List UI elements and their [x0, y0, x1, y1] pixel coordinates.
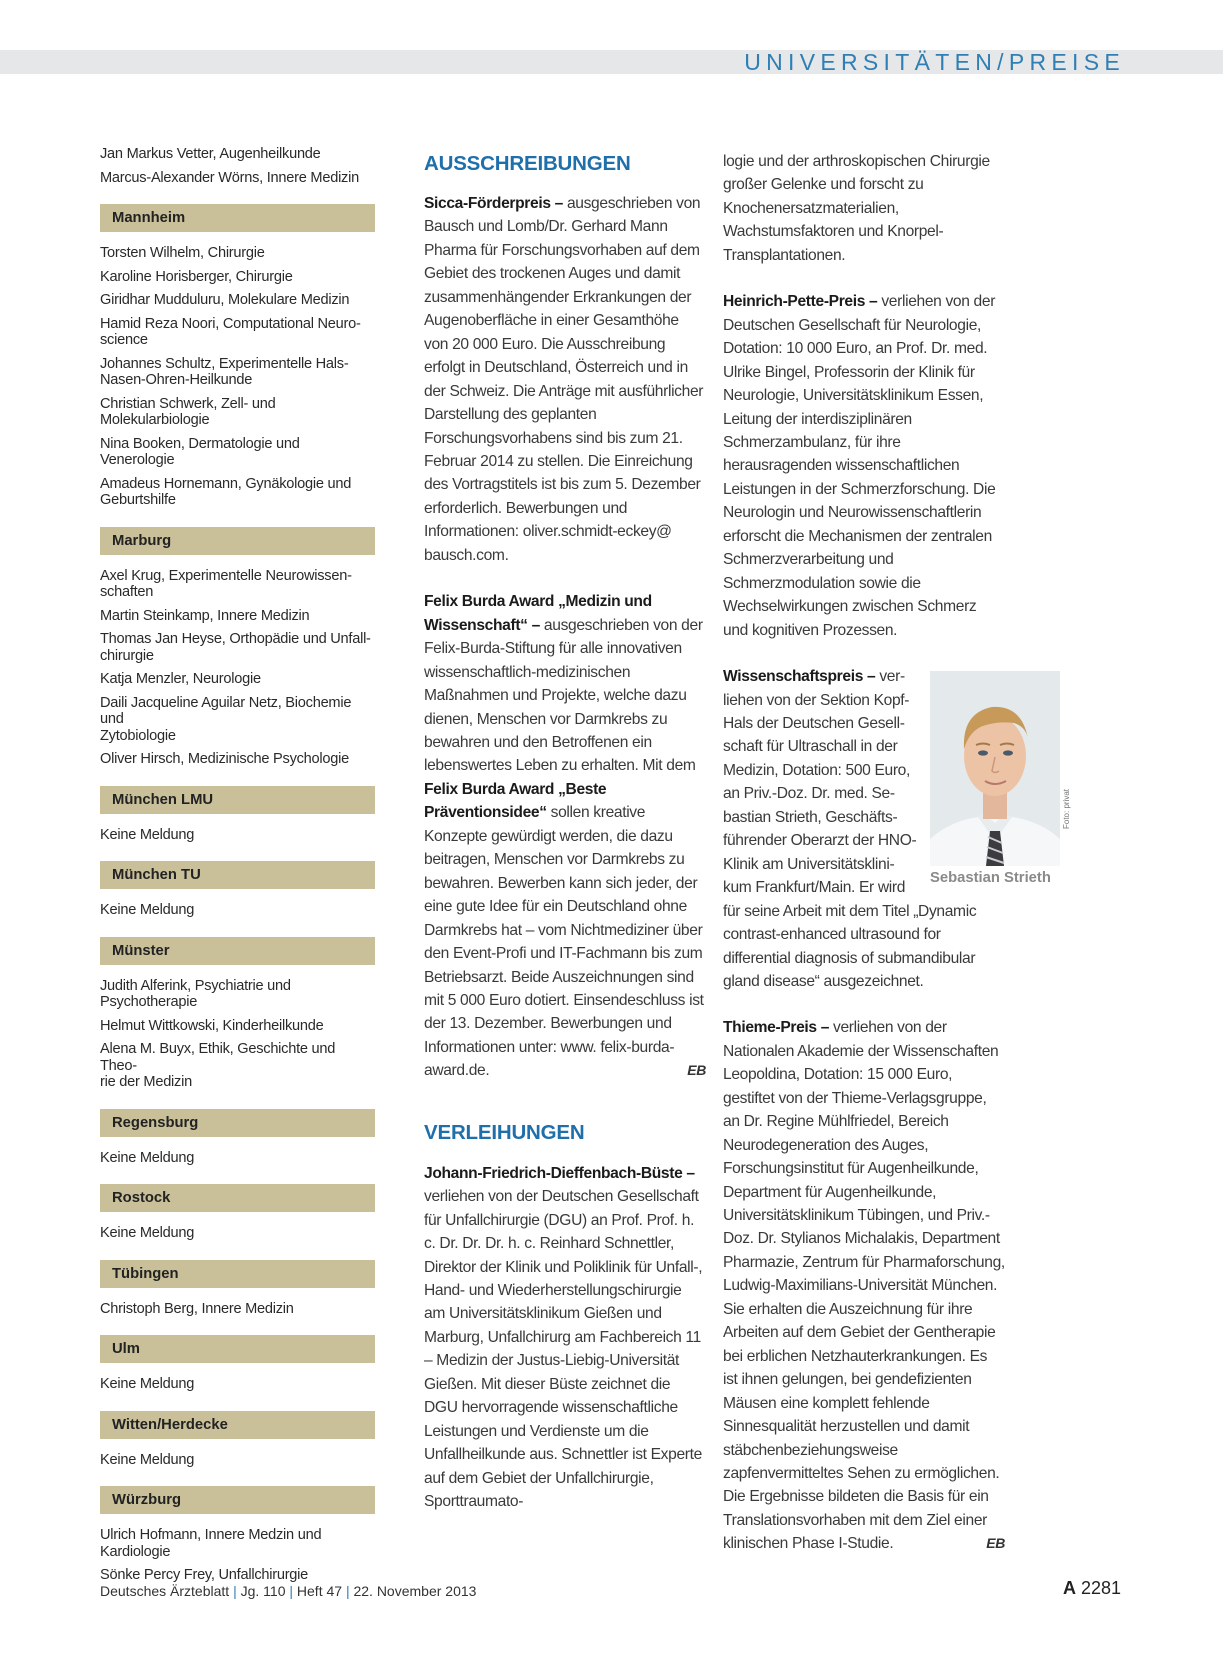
pette-title: Heinrich-Pette-Preis –	[723, 293, 878, 311]
dieffenbach-title: Johann-Friedrich-Dieffenbach-Büste –	[424, 1164, 695, 1182]
city-sections	[100, 204, 375, 1584]
list-item: Daili Jacqueline Aguilar Netz, Biochemie und Zytobiologie	[100, 694, 352, 744]
wiss-line: Medizin, Dotation: 500 Euro,	[723, 761, 910, 779]
burda-paragraph	[424, 590, 706, 1083]
wiss-narrow-block	[723, 665, 923, 900]
date: 22. November 2013	[353, 1583, 477, 1599]
university-list	[100, 146, 375, 1591]
wiss-line: bastian Strieth, Geschäfts-	[723, 808, 898, 826]
burda-title-2: Felix Burda Award „Beste Präventionsidee“	[424, 780, 607, 822]
page-value: 2281	[1080, 1578, 1121, 1598]
city-header: München TU	[100, 861, 375, 889]
sicca-paragraph	[424, 192, 706, 567]
city-header: Regensburg	[100, 1109, 375, 1137]
city-header: Tübingen	[100, 1260, 375, 1288]
wiss-line: Klinik am Universitätsklini-	[723, 855, 895, 873]
list-item: Keine Meldung	[100, 1225, 195, 1241]
city-header: Rostock	[100, 1184, 375, 1212]
footer-separator: |	[289, 1583, 294, 1599]
list-item: Katja Menzler, Neurologie	[100, 671, 261, 687]
wiss-line: Hals der Deutschen Gesell-	[723, 714, 905, 732]
burda-text-2: sollen kreative Konzepte gewürdigt werden, die dazu beitragen, Menschen vor Darmkrebs zu bewahren. Bewerben kann sich jeder, der eine gute Idee für ein Deutschland ohne Darmkrebs hat – vom Nichtmediziner über den Event-Profi und IT-Fachmann bis zum Betriebsarzt. Beide Auszeichnungen sind mit 5 000 Euro dotiert. Einsendeschluss ist der 13. Dezember. Bewerbungen und Informationen unter: www. felix-burda-award.de.	[424, 804, 704, 1080]
photo-credit: Foto: privat	[1062, 788, 1071, 829]
list-item: Thomas Jan Heyse, Orthopädie und Unfall- chirurgie	[100, 631, 371, 664]
burda-text-1: ausgeschrieben von der Felix-Burda-Stiftung für alle innovativen wissenschaftlich-medizinischen Maßnahmen und Projekte, welche dazu dienen, Menschen vor Darmkrebs zu bewahren und den Betroffenen ein lebenswertes Leben zu erhalten. Mit dem	[424, 616, 703, 775]
list-item: Keine Meldung	[100, 826, 195, 843]
wiss-line: an Priv.-Doz. Dr. med. Se-	[723, 785, 895, 803]
dieffenbach-text: verliehen von der Deutschen Gesellschaft für Unfallchirurgie (DGU) an Prof. Prof. h. c. Dr. Dr. Dr. h. c. Reinhard Schnettler, Direktor der Klinik und Poliklinik für Unfall-, Hand- und Wiederherstellungschirurgie am Universitätsklinikum Gießen und Marburg, Unfallchirurg am Fachbereich 11 – Medizin der Justus-Liebig-Universität Gießen. Mit dieser Büste zeichnet die DGU hervorragende wissenschaftliche Leistungen und Verdienste um die Unfallheilkunde aus. Schnettler ist Experte auf dem Gebiet der Unfallchirurgie, Sporttraumato-	[424, 1188, 703, 1511]
list-item: Amadeus Hornemann, Gynäkologie und Geburtshilfe	[100, 475, 352, 508]
list-item: Martin Steinkamp, Innere Medizin	[100, 607, 310, 624]
page-prefix: A	[1062, 1578, 1076, 1598]
list-item: Hamid Reza Noori, Computational Neuro- science	[100, 315, 361, 348]
journal-name: Deutsches Ärzteblatt	[100, 1583, 230, 1599]
list-item: Judith Alferink, Psychiatrie und Psychotherapie	[100, 977, 291, 1010]
article-column-middle	[424, 150, 706, 1514]
list-item: Ulrich Hofmann, Innere Medzin und Kardiologie	[100, 1527, 322, 1560]
footer-citation	[100, 1583, 476, 1599]
wiss-title: Wissenschaftspreis –	[723, 668, 876, 686]
list-item: Axel Krug, Experimentelle Neurowissen- schaften	[100, 567, 352, 600]
page-number	[1063, 1578, 1121, 1599]
issue: Heft 47	[296, 1583, 343, 1599]
footer-separator: |	[233, 1583, 237, 1599]
sicca-text: ausgeschrieben von Bausch und Lomb/Dr. Gerhard Mann Pharma für Forschungsvorhaben auf dem Gebiet des trockenen Auges und damit zusammenhängender Erkrankungen der Augenoberfläche in einer Gesamthöhe von 20 000 Euro. Die Ausschreibung erfolgt in Deutschland, Österreich und in der Schweiz. Die Anträge mit ausführlicher Darstellung des geplanten Forschungsvorhabens sind bis zum 21. Februar 2014 zu stellen. Die Einreichung des Vortragstitels ist bis zum 5. Dezember erforderlich. Bewerbungen und Informationen: oliver.schmidt-eckey@ bausch.com.	[424, 195, 704, 564]
wiss-line: liehen von der Sektion Kopf-	[723, 691, 910, 709]
continued-paragraph: logie und der arthroskopischen Chirurgie großer Gelenke und forscht zu Knochenersatzmaterialien, Wachstumsfaktoren und Knorpel-Transplantationen.	[723, 153, 990, 264]
sicca-title: Sicca-Förderpreis –	[424, 195, 563, 212]
city-header: Marburg	[100, 527, 375, 555]
city-header: Mannheim	[100, 204, 375, 232]
list-item: Torsten Wilhelm, Chirurgie	[100, 245, 265, 261]
wiss-line: kum Frankfurt/Main. Er wird	[723, 879, 906, 897]
footer-separator: |	[345, 1583, 350, 1599]
heading-ausschreibungen: AUSSCHREIBUNGEN	[424, 152, 631, 175]
wiss-line: schaft für Ultraschall in der	[723, 738, 898, 756]
volume: Jg. 110	[240, 1583, 286, 1599]
author-signature: EB	[687, 1062, 706, 1079]
city-header: Würzburg	[100, 1486, 375, 1514]
pette-paragraph	[723, 290, 1005, 642]
heading-verleihungen: VERLEIHUNGEN	[424, 1120, 585, 1144]
list-item: Oliver Hirsch, Medizinische Psychologie	[100, 751, 349, 767]
list-item: Karoline Horisberger, Chirurgie	[100, 268, 293, 285]
person-portrait-icon	[930, 671, 1060, 866]
list-item: Sönke Percy Frey, Unfallchirurgie	[100, 1567, 309, 1583]
list-item: Keine Meldung	[100, 1149, 195, 1166]
thieme-paragraph	[723, 1016, 1005, 1555]
burda-title: Felix Burda Award „Medizin und Wissenschaft“ –	[424, 593, 652, 634]
city-header: Ulm	[100, 1335, 375, 1363]
list-item: Alena M. Buyx, Ethik, Geschichte und Theo- rie der Medizin	[100, 1041, 336, 1090]
thieme-text: verliehen von der Nationalen Akademie der Wissenschaften Leopoldina, Dotation: 15 000 Euro, gestiftet von der Thieme-Verlagsgruppe, an Dr. Regine Mühlfriedel, Bereich Neurodegeneration des Auges, Forschungsinstitut für Augenheilkunde, Department für Augenheilkunde, Universitätsklinikum Tübingen, und Priv.-Doz. Dr. Stylianos Michalakis, Department Pharmazie, Zentrum für Pharmaforschung, Ludwig-Maximilians-Universität München. Sie erhalten die Auszeichnung für ihre Arbeiten auf dem Gebiet der Gentherapie bei erblichen Netzhauterkrankungen. Es ist ihnen gelungen, bei gendefizienten Mäusen eine komplett fehlende Sinnesqualität herzustellen und damit stäbchenbeziehungsweise zapfenvermitteltes Sehen zu ermöglichen. Die Ergebnisse bildeten die Basis für ein Translationsvorhaben mit dem Ziel einer klinischen Phase I-Studie.	[723, 1019, 1005, 1553]
dieffenbach-paragraph	[424, 1162, 706, 1514]
list-item: Christian Schwerk, Zell- und Molekularbiologie	[100, 395, 276, 428]
wiss-rest: für seine Arbeit mit dem Titel „Dynamic contrast-enhanced ultrasound for differential diagnosis of submandibular gland disease“ ausgezeichnet.	[723, 902, 977, 990]
pette-text: verliehen von der Deutschen Gesellschaft für Neurologie, Dotation: 10 000 Euro, an Prof. Dr. med. Ulrike Bingel, Professorin der Klinik für Neurologie, Universitätsklinikum Essen, Leitung der interdisziplinären Schmerzambulanz, für ihre herausragenden wissenschaftlichen Leistungen in der Schmerzforschung. Die Neurologin und Neurowissenschaftlerin erforscht die Mechanismen der zentralen Schmerzverarbeitung und Schmerzmodulation sowie die Wechselwirkungen zwischen Schmerz und kognitiven Prozessen.	[723, 293, 996, 639]
list-item: Marcus-Alexander Wörns, Innere Medizin	[100, 169, 359, 186]
thieme-title: Thieme-Preis –	[723, 1019, 830, 1037]
wiss-line: ver-	[875, 668, 905, 686]
city-header: Münster	[100, 937, 375, 965]
list-item: Johannes Schultz, Experimentelle Hals- Nasen-Ohren-Heilkunde	[100, 355, 349, 388]
list-item: Giridhar Mudduluru, Molekulare Medizin	[100, 292, 350, 308]
photo-caption: Sebastian Strieth	[930, 870, 1051, 886]
city-header: Witten/Herdecke	[100, 1411, 375, 1439]
wiss-line: führender Oberarzt der HNO-	[723, 832, 917, 850]
list-item: Keine Meldung	[100, 902, 195, 918]
section-title: UNIVERSITÄTEN/PREISE	[744, 49, 1125, 75]
portrait-photo	[930, 671, 1060, 866]
author-signature: EB	[986, 1535, 1005, 1552]
list-item: Helmut Wittkowski, Kinderheilkunde	[100, 1017, 324, 1034]
list-item: Nina Booken, Dermatologie und Venerologie	[100, 435, 300, 468]
city-header: München LMU	[100, 786, 375, 814]
list-item: Keine Meldung	[100, 1451, 195, 1468]
list-item: Keine Meldung	[100, 1376, 195, 1392]
list-item: Christoph Berg, Innere Medizin	[100, 1300, 294, 1317]
list-item: Jan Markus Vetter, Augenheilkunde	[100, 146, 321, 162]
